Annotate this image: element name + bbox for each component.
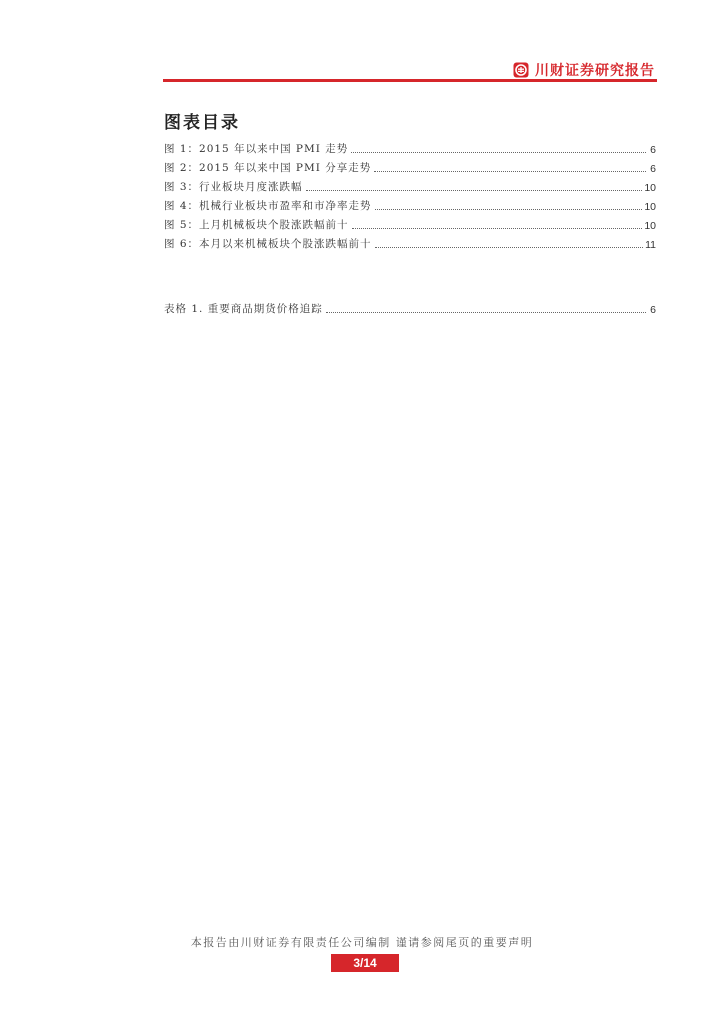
toc-entry-page: 6: [650, 163, 656, 175]
toc-entry-label: 图 2：2015 年以来中国 PMI 分享走势: [164, 162, 372, 174]
dot-leader: [375, 209, 643, 210]
dot-leader: [374, 171, 646, 172]
page-number-badge: 3/14: [331, 954, 399, 972]
toc-entry-page: 6: [650, 304, 656, 316]
page-header: [163, 56, 657, 82]
dot-leader: [352, 228, 643, 229]
toc-entry-label: 图 4：机械行业板块市盈率和市净率走势: [164, 200, 372, 212]
header-divider: [163, 79, 657, 82]
toc-entry-table-1[interactable]: [164, 297, 656, 316]
table-list: [164, 297, 656, 316]
brand: [513, 60, 655, 80]
company-logo-icon: [513, 62, 529, 78]
toc-entry-page: 10: [644, 220, 656, 232]
toc-entry-page: 10: [644, 201, 656, 213]
toc-entry-label: 图 5：上月机械板块个股涨跌幅前十: [164, 219, 349, 231]
footer-disclaimer: 本报告由川财证券有限责任公司编制 谨请参阅尾页的重要声明: [190, 936, 534, 949]
toc-entry-figure-6[interactable]: [164, 232, 656, 251]
toc-entry-label: 图 6：本月以来机械板块个股涨跌幅前十: [164, 238, 372, 250]
dot-leader: [375, 247, 644, 248]
toc-entry-page: 10: [644, 182, 656, 194]
toc-entry-figure-1[interactable]: [164, 137, 656, 156]
dot-leader: [326, 312, 646, 313]
toc-entry-figure-2[interactable]: [164, 156, 656, 175]
dot-leader: [306, 190, 643, 191]
toc-entry-label: 图 3：行业板块月度涨跌幅: [164, 181, 303, 193]
toc-entry-figure-5[interactable]: [164, 213, 656, 232]
toc-entry-page: 6: [650, 144, 656, 156]
toc-entry-figure-4[interactable]: [164, 194, 656, 213]
figure-list: [164, 137, 656, 251]
dot-leader: [351, 152, 646, 153]
brand-name: 川财证券研究报告: [535, 63, 655, 79]
toc-entry-label: 图 1：2015 年以来中国 PMI 走势: [164, 143, 349, 155]
toc-entry-label: 表格 1. 重要商品期货价格追踪: [164, 303, 323, 315]
toc-entry-figure-3[interactable]: [164, 175, 656, 194]
toc-title: 图表目录: [164, 113, 240, 133]
toc-entry-page: 11: [645, 239, 656, 251]
